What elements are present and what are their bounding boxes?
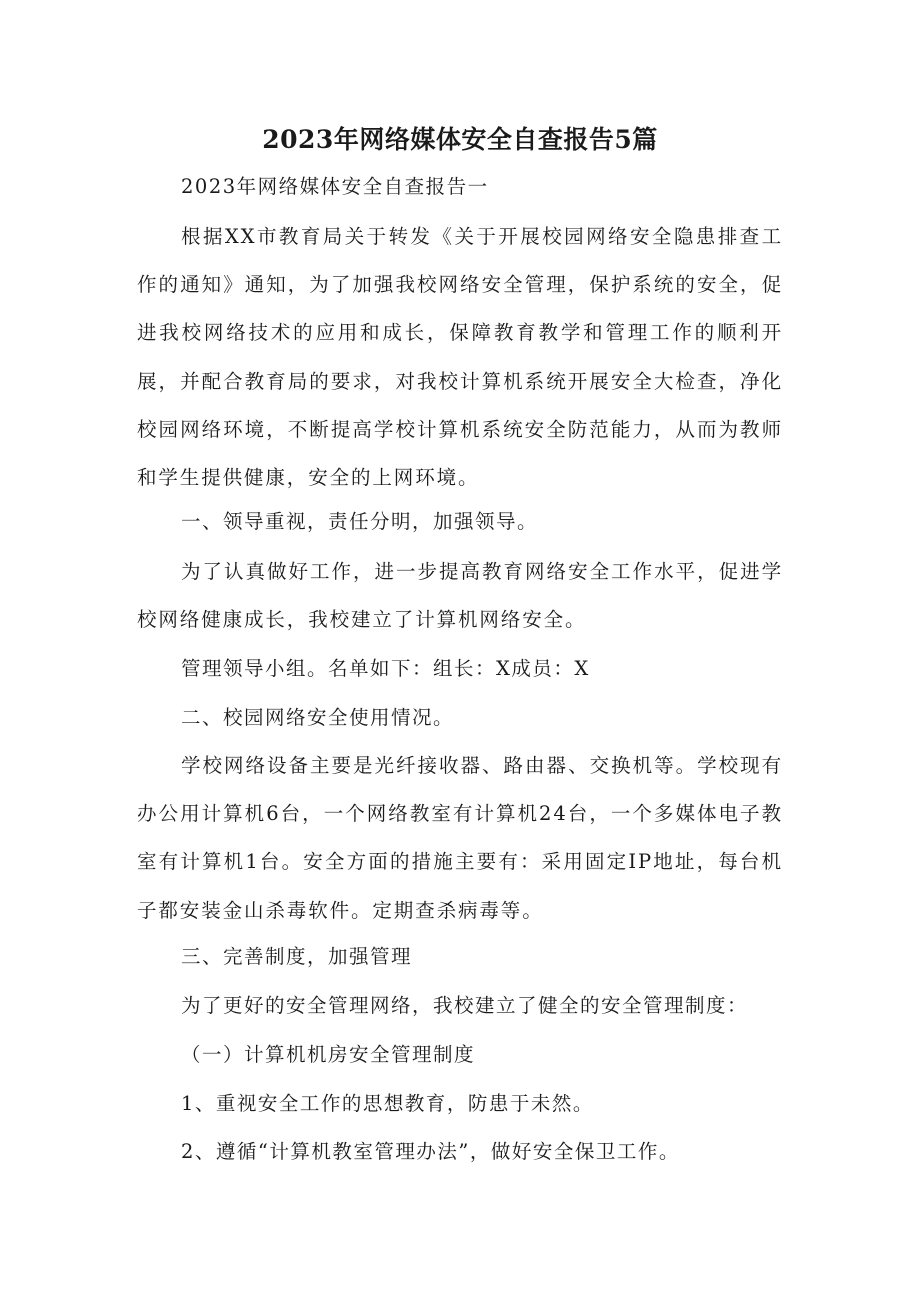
document-title: 2023年网络媒体安全自查报告5篇 [262,125,658,154]
section1-body: 为了认真做好工作，进一步提高教育网络安全工作水平，促进学校网络健康成长，我校建立了计算机网络安全。 [137,560,783,632]
section1-group-list: 管理领导小组。名单如下：组长：X成员：X [181,657,590,680]
report-subtitle: 2023年网络媒体安全自查报告一 [181,175,489,198]
section3-heading: 三、完善制度，加强管理 [181,945,413,968]
subsection1-heading: （一）计算机机房安全管理制度 [181,1043,476,1066]
section3-body: 为了更好的安全管理网络，我校建立了健全的安全管理制度： [181,994,749,1017]
section1-heading: 一、领导重视，责任分明，加强领导。 [181,510,539,533]
list-item-1: 1、重视安全工作的思想教育，防患于未然。 [181,1092,594,1115]
section2-heading: 二、校园网络安全使用情况。 [181,706,455,729]
section2-body: 学校网络设备主要是光纤接收器、路由器、交换机等。学校现有办公用计算机6台，一个网络教室有计算机24台，一个多媒体电子教室有计算机1台。安全方面的措施主要有：采用固定IP地址，每台机子都安装金山杀毒软件。定期查杀病毒等。 [137,754,783,922]
list-item-2: 2、遵循“计算机教室管理办法”，做好安全保卫工作。 [181,1140,680,1163]
intro-paragraph: 根据XX市教育局关于转发《关于开展校园网络安全隐患排查工作的通知》通知，为了加强我校网络安全管理，保护系统的安全，促进我校网络技术的应用和成长，保障教育教学和管理工作的顺利开展，并配合教育局的要求，对我校计算机系统开展安全大检查，净化校园网络环境，不断提高学校计算机系统安全防范能力，从而为教师和学生提供健康，安全的上网环境。 [137,225,783,490]
